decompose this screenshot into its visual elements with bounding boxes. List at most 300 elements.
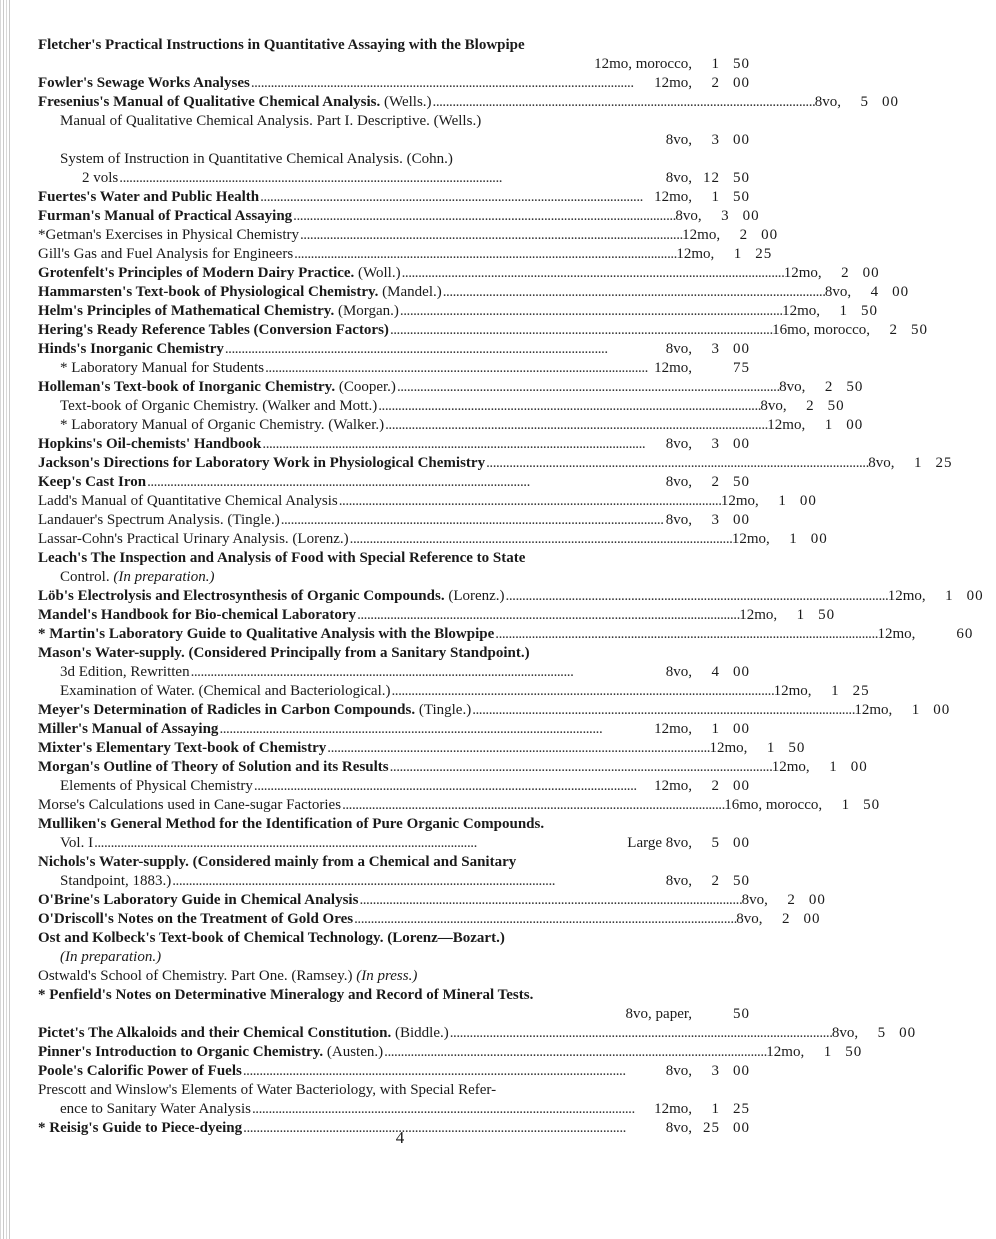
dot-leader <box>251 74 653 93</box>
price-dollars: 1 <box>733 246 743 262</box>
dot-leader <box>357 606 738 625</box>
entry-format: 8vo, <box>665 512 692 528</box>
price-dollars: 2 <box>787 892 796 908</box>
catalog-entry <box>38 36 762 74</box>
price <box>692 340 762 359</box>
price-dollars: 2 <box>889 322 898 338</box>
catalog-entry <box>38 815 762 853</box>
price-dollars: 4 <box>711 664 720 680</box>
price-cents: 25 <box>755 246 773 262</box>
price-cents: 00 <box>799 493 817 509</box>
entry-title: Mulliken's General Method for the Identification of Pure Organic Compounds. <box>38 816 545 832</box>
entry-format: 12mo, <box>782 303 820 319</box>
price <box>702 207 772 226</box>
entry-format: 12mo, <box>654 75 692 91</box>
entry-title <box>38 796 341 815</box>
price <box>692 435 762 454</box>
dot-leader <box>397 378 778 397</box>
price <box>692 74 762 93</box>
price-dollars: 1 <box>911 702 921 718</box>
entry-format: 8vo, <box>824 284 852 300</box>
entry-title-continued: 2 vols <box>82 170 119 186</box>
dot-leader <box>472 701 853 720</box>
entry-title <box>38 340 224 359</box>
price <box>915 625 985 644</box>
entry-author-title: Poole's Calorific Power of Fuels <box>38 1063 242 1079</box>
price-dollars: 1 <box>789 531 798 547</box>
price-cents: 00 <box>846 417 864 433</box>
price <box>692 1005 762 1024</box>
price-dollars: 1 <box>914 455 923 471</box>
entry-title-text: (Morgan.) <box>334 303 399 319</box>
entry-title: * Penfield's Notes on Determinative Mineralogy and Record of Mineral Tests. <box>38 987 534 1003</box>
entry-author-title: Meyer's Determination of Radicles in Carbon Compounds. <box>38 702 416 718</box>
catalog-entry <box>38 986 762 1024</box>
catalog-entry <box>38 245 773 264</box>
catalog-entry <box>38 492 817 511</box>
entry-format: 12mo, <box>682 227 721 243</box>
dot-leader <box>254 777 653 796</box>
entry-format: 12mo, <box>739 607 778 623</box>
entry-title <box>38 321 389 340</box>
price-cents: 00 <box>733 835 750 851</box>
entry-format: 8vo, <box>665 474 692 490</box>
entry-title <box>38 739 326 758</box>
entry-title: Manual of Qualitative Chemical Analysis. Part I. Descriptive. (Wells.) <box>60 113 482 129</box>
catalog-entry <box>38 264 880 283</box>
price <box>759 492 829 511</box>
entry-format: 8vo, <box>665 1120 692 1136</box>
catalog-entry <box>38 967 762 986</box>
catalog-entry <box>38 682 870 701</box>
entry-format: 12mo, <box>877 626 916 642</box>
catalog-entry <box>38 74 762 93</box>
price-cents: 50 <box>818 607 836 623</box>
entry-author-title: Löb's Electrolysis and Electrosynthesis of Organic Compounds. <box>38 588 445 604</box>
entry-title <box>60 682 390 701</box>
entry-title <box>38 625 494 644</box>
price <box>820 302 890 321</box>
entry-format: 12mo, <box>773 683 812 699</box>
price-cents: 00 <box>899 1025 917 1041</box>
price <box>692 1062 762 1081</box>
entry-format: 12mo, <box>854 702 893 718</box>
catalog-entry <box>38 150 762 188</box>
catalog-entry <box>38 644 762 682</box>
entry-title-continued: Control. <box>60 569 110 585</box>
entry-format: 16mo, morocco, <box>724 797 823 813</box>
price-cents: 00 <box>733 132 750 148</box>
entry-title: Mason's Water-supply. (Considered Principally from a Sanitary Standpoint.) <box>38 645 530 661</box>
price-cents: 25 <box>852 683 870 699</box>
catalog-entry <box>38 1043 863 1062</box>
dot-leader <box>252 1100 653 1119</box>
catalog-entry <box>38 435 762 454</box>
entry-title-text: Ladd's Manual of Quantitative Chemical Analysis <box>38 493 338 509</box>
entry-format: 8vo, paper, <box>625 1006 692 1022</box>
price <box>810 758 880 777</box>
price-dollars: 5 <box>711 835 720 851</box>
price-dollars: 5 <box>877 1025 887 1041</box>
price-dollars: 2 <box>711 778 720 794</box>
price <box>692 131 762 150</box>
price-cents: 00 <box>733 341 750 357</box>
entry-author-title: Hering's Ready Reference Tables (Conversion Factors) <box>38 322 389 338</box>
price-cents: 50 <box>863 797 881 813</box>
entry-title-text: Text-book of Organic Chemistry. (Walker and Mott.) <box>60 398 378 414</box>
catalog-entry <box>38 302 878 321</box>
entry-format: 8vo, <box>665 132 692 148</box>
price <box>714 245 784 264</box>
price-dollars: 2 <box>739 227 749 243</box>
entry-author-title: * Reisig's Guide to Piece-dyeing <box>38 1120 243 1136</box>
price-dollars: 1 <box>711 189 720 205</box>
dot-leader <box>293 207 674 226</box>
dot-leader <box>172 872 665 891</box>
price-cents: 00 <box>733 436 750 452</box>
catalog-entry <box>38 93 899 112</box>
price <box>870 321 940 340</box>
catalog-entry <box>38 530 828 549</box>
catalog-entry <box>38 378 864 397</box>
dot-leader <box>119 169 664 188</box>
entry-title <box>38 891 358 910</box>
price-dollars: 5 <box>860 94 869 110</box>
catalog-entry <box>38 359 762 378</box>
entry-format: 8vo, <box>675 208 702 224</box>
dot-leader <box>327 739 708 758</box>
price-cents: 25 <box>935 455 953 471</box>
entry-title <box>38 587 505 606</box>
price-cents: 00 <box>966 588 984 604</box>
price <box>822 264 892 283</box>
price-cents: 00 <box>933 702 951 718</box>
price-cents: 00 <box>733 721 750 737</box>
price <box>747 739 817 758</box>
catalog-entry <box>38 416 864 435</box>
price <box>692 663 762 682</box>
entry-format: 8vo, <box>760 398 787 414</box>
entry-title <box>60 777 253 796</box>
price-dollars: 3 <box>711 512 720 528</box>
price <box>812 682 882 701</box>
price-cents: 00 <box>881 94 899 110</box>
price-cents: 50 <box>861 303 878 319</box>
entry-title <box>38 302 399 321</box>
entry-format: 8vo, <box>741 892 768 908</box>
price-cents: 50 <box>845 1044 863 1060</box>
dot-leader <box>390 321 771 340</box>
entry-title-text: (Tingle.) <box>415 702 472 718</box>
entry-title-text: Examination of Water. (Chemical and Bacteriological.) <box>60 683 391 699</box>
price-dollars: 1 <box>796 607 806 623</box>
price-cents: 50 <box>911 322 928 338</box>
catalog-entry <box>38 739 806 758</box>
entry-author-title: * Martin's Laboratory Guide to Qualitative Analysis with the Blowpipe <box>38 626 495 642</box>
dot-leader <box>260 188 653 207</box>
entry-format: 12mo, <box>771 759 810 775</box>
entry-format: 12mo, <box>676 246 715 262</box>
entry-author-title: O'Driscoll's Notes on the Treatment of Gold Ores <box>38 911 354 927</box>
entry-status: (In preparation.) <box>113 569 215 585</box>
dot-leader <box>339 492 720 511</box>
entry-title <box>60 397 377 416</box>
dot-leader <box>281 511 665 530</box>
catalog-entry <box>38 1062 762 1081</box>
price-dollars: 12 <box>703 170 720 186</box>
entry-title <box>38 283 442 302</box>
catalog-entry <box>38 758 868 777</box>
dot-leader <box>378 397 759 416</box>
price-cents: 00 <box>810 531 828 547</box>
entry-title-text: (Mandel.) <box>378 284 442 300</box>
price-cents: 50 <box>827 398 845 414</box>
entry-format: 8vo, <box>665 170 692 186</box>
price-dollars: 2 <box>711 75 720 91</box>
entry-title-text: (Woll.) <box>354 265 401 281</box>
entry-format: 12mo, morocco, <box>594 56 692 72</box>
price-cents: 00 <box>892 284 910 300</box>
catalog-entry <box>38 283 910 302</box>
entry-author-title: Fuertes's Water and Public Health <box>38 189 260 205</box>
price <box>692 188 762 207</box>
entry-title-text: * Laboratory Manual of Organic Chemistry. (Walker.) <box>60 417 385 433</box>
price-cents: 00 <box>733 664 750 680</box>
price-cents: 00 <box>850 759 868 775</box>
dot-leader <box>219 720 653 739</box>
price-dollars: 3 <box>711 341 720 357</box>
entry-format: 12mo, <box>731 531 770 547</box>
price-dollars: 4 <box>870 284 880 300</box>
entry-title: Leach's The Inspection and Analysis of Food with Special Reference to State <box>38 550 526 566</box>
price-cents: 50 <box>733 56 750 72</box>
price <box>805 378 875 397</box>
entry-title <box>60 416 384 435</box>
price <box>692 834 762 853</box>
catalog-entry <box>38 929 762 967</box>
price-dollars: 2 <box>841 265 850 281</box>
entry-format: 8vo, <box>665 664 692 680</box>
entry-author-title: Pinner's Introduction to Organic Chemistry. <box>38 1044 324 1060</box>
entry-title <box>38 1062 242 1081</box>
catalog-entry <box>38 321 928 340</box>
price <box>777 606 847 625</box>
entry-title <box>38 511 280 530</box>
price <box>692 777 762 796</box>
entry-author-title: Mandel's Handbook for Bio-chemical Laboratory <box>38 607 357 623</box>
entry-format: 8vo, <box>814 94 841 110</box>
price-dollars: 1 <box>823 1044 833 1060</box>
entry-author-title: Fowler's Sewage Works Analyses <box>38 75 250 91</box>
entry-title <box>38 492 338 511</box>
catalog-entry <box>38 701 951 720</box>
catalog-entry <box>38 853 762 891</box>
entry-format: 8vo, <box>736 911 763 927</box>
entry-title <box>38 264 401 283</box>
dot-leader <box>384 1043 765 1062</box>
price <box>692 169 762 188</box>
catalog-entry <box>38 910 821 929</box>
price-cents: 00 <box>733 1120 750 1136</box>
price-cents: 00 <box>803 911 821 927</box>
catalog-entry <box>38 796 881 815</box>
entry-status: (In press.) <box>352 968 418 984</box>
page-binding-edge <box>0 0 10 1239</box>
catalog-entry <box>38 397 845 416</box>
entry-title: Nichols's Water-supply. (Considered mainly from a Chemical and Sanitary <box>38 854 517 870</box>
price-cents: 00 <box>733 512 750 528</box>
catalog-entry <box>38 891 826 910</box>
dot-leader <box>300 226 681 245</box>
price-cents: 25 <box>733 1101 750 1117</box>
price-dollars: 2 <box>806 398 815 414</box>
price <box>692 473 762 492</box>
entry-title <box>38 93 432 112</box>
dot-leader <box>354 910 735 929</box>
catalog-entry <box>38 473 762 492</box>
dot-leader <box>359 891 740 910</box>
catalog-entry <box>38 112 762 150</box>
price-dollars: 2 <box>711 873 720 889</box>
entry-author-title: Keep's Cast Iron <box>38 474 147 490</box>
price-dollars: 2 <box>782 911 791 927</box>
entry-author-title: Furman's Manual of Practical Assaying <box>38 208 293 224</box>
price-dollars: 1 <box>945 588 954 604</box>
price <box>692 511 762 530</box>
entry-title <box>38 473 146 492</box>
entry-title-text: * Laboratory Manual for Students <box>60 360 265 376</box>
entry-format: 12mo, <box>887 588 926 604</box>
entry-format: 8vo, <box>665 341 692 357</box>
dot-leader <box>402 264 783 283</box>
catalog-entry <box>38 777 762 796</box>
entry-title <box>38 530 349 549</box>
price <box>805 416 875 435</box>
entry-author-title: Hinds's Inorganic Chemistry <box>38 341 224 357</box>
price <box>841 93 911 112</box>
price-cents: 60 <box>956 626 974 642</box>
price-cents: 50 <box>733 474 750 490</box>
entry-title <box>38 245 293 264</box>
price <box>692 55 762 74</box>
entry-author-title: Miller's Manual of Assaying <box>38 721 219 737</box>
catalog-entry <box>38 720 762 739</box>
price-cents: 50 <box>733 1006 750 1022</box>
price-dollars: 1 <box>839 303 848 319</box>
price-cents: 75 <box>733 360 750 376</box>
catalog-entry <box>38 454 953 473</box>
dot-leader <box>433 93 814 112</box>
catalog-entry <box>38 511 762 530</box>
price <box>822 796 892 815</box>
entry-format: 8vo, <box>779 379 806 395</box>
dot-leader <box>243 1062 665 1081</box>
price-cents: 50 <box>733 873 750 889</box>
price-cents: 50 <box>846 379 864 395</box>
price <box>895 454 965 473</box>
price-dollars: 1 <box>711 1101 720 1117</box>
entry-format: 8vo, <box>665 1063 692 1079</box>
price-dollars: 3 <box>711 1063 720 1079</box>
price-dollars: 1 <box>711 56 720 72</box>
catalog-entry <box>38 1081 762 1119</box>
price <box>892 701 962 720</box>
catalog-entry <box>38 625 974 644</box>
price <box>692 872 762 891</box>
price <box>768 891 838 910</box>
entry-title <box>38 378 396 397</box>
entry-title: Ost and Kolbeck's Text-book of Chemical Technology. (Lorenz—Bozart.) <box>38 930 505 946</box>
price-cents: 00 <box>733 75 750 91</box>
entry-author-title: Hopkins's Oil-chemists' Handbook <box>38 436 262 452</box>
price <box>851 283 921 302</box>
dot-leader <box>265 359 653 378</box>
price <box>692 720 762 739</box>
dot-leader <box>400 302 781 321</box>
price-dollars: 1 <box>766 740 776 756</box>
price-dollars: 3 <box>711 132 720 148</box>
entry-title <box>38 758 389 777</box>
entry-format: 12mo, <box>783 265 822 281</box>
entry-title <box>38 435 261 454</box>
entry-format: 12mo, <box>654 360 692 376</box>
price <box>763 910 833 929</box>
dot-leader <box>294 245 675 264</box>
page-number: 4 <box>395 1128 405 1147</box>
entry-title-text: (Austen.) <box>323 1044 384 1060</box>
entry-format: 12mo, <box>654 721 692 737</box>
price-dollars: 1 <box>778 493 787 509</box>
price-dollars: 1 <box>824 417 834 433</box>
entry-format: 8vo, <box>665 873 692 889</box>
entry-author-title: Morgan's Outline of Theory of Solution and its Results <box>38 759 389 775</box>
entry-title-text: Morse's Calculations used in Cane-sugar Factories <box>38 797 342 813</box>
price-cents: 00 <box>733 1063 750 1079</box>
price-dollars: 25 <box>703 1120 720 1136</box>
entry-title-text: Landauer's Spectrum Analysis. (Tingle.) <box>38 512 280 528</box>
entry-title-continued: Standpoint, 1883.) <box>60 873 172 889</box>
entry-title-text: (Wells.) <box>380 94 432 110</box>
dot-leader <box>385 416 766 435</box>
price-dollars: 2 <box>711 474 720 490</box>
dot-leader <box>225 340 665 359</box>
price-cents: 00 <box>733 778 750 794</box>
entry-author-title: Jackson's Directions for Laboratory Work in Physiological Chemistry <box>38 455 486 471</box>
dot-leader <box>391 682 772 701</box>
entry-format: 12mo, <box>767 417 806 433</box>
catalog-listing <box>38 36 984 1138</box>
catalog-entry <box>38 188 762 207</box>
entry-format: 12mo, <box>654 1101 692 1117</box>
price-cents: 00 <box>742 208 760 224</box>
entry-title: Fletcher's Practical Instructions in Quantitative Assaying with the Blowpipe <box>38 37 525 53</box>
entry-title-text: (Biddle.) <box>391 1025 449 1041</box>
price <box>692 359 762 378</box>
entry-title <box>38 188 259 207</box>
entry-author-title: O'Brine's Laboratory Guide in Chemical Analysis <box>38 892 359 908</box>
entry-title <box>38 74 250 93</box>
entry-title: Prescott and Winslow's Elements of Water Bacteriology, with Special Refer- <box>38 1082 497 1098</box>
price <box>787 397 857 416</box>
price <box>858 1024 928 1043</box>
entry-format: Large 8vo, <box>627 835 692 851</box>
entry-author-title: Fresenius's Manual of Qualitative Chemical Analysis. <box>38 94 381 110</box>
entry-title-continued: 3d Edition, Rewritten <box>60 664 190 680</box>
dot-leader <box>147 473 665 492</box>
entry-title <box>38 606 356 625</box>
dot-leader <box>390 758 771 777</box>
price-cents: 50 <box>733 170 750 186</box>
